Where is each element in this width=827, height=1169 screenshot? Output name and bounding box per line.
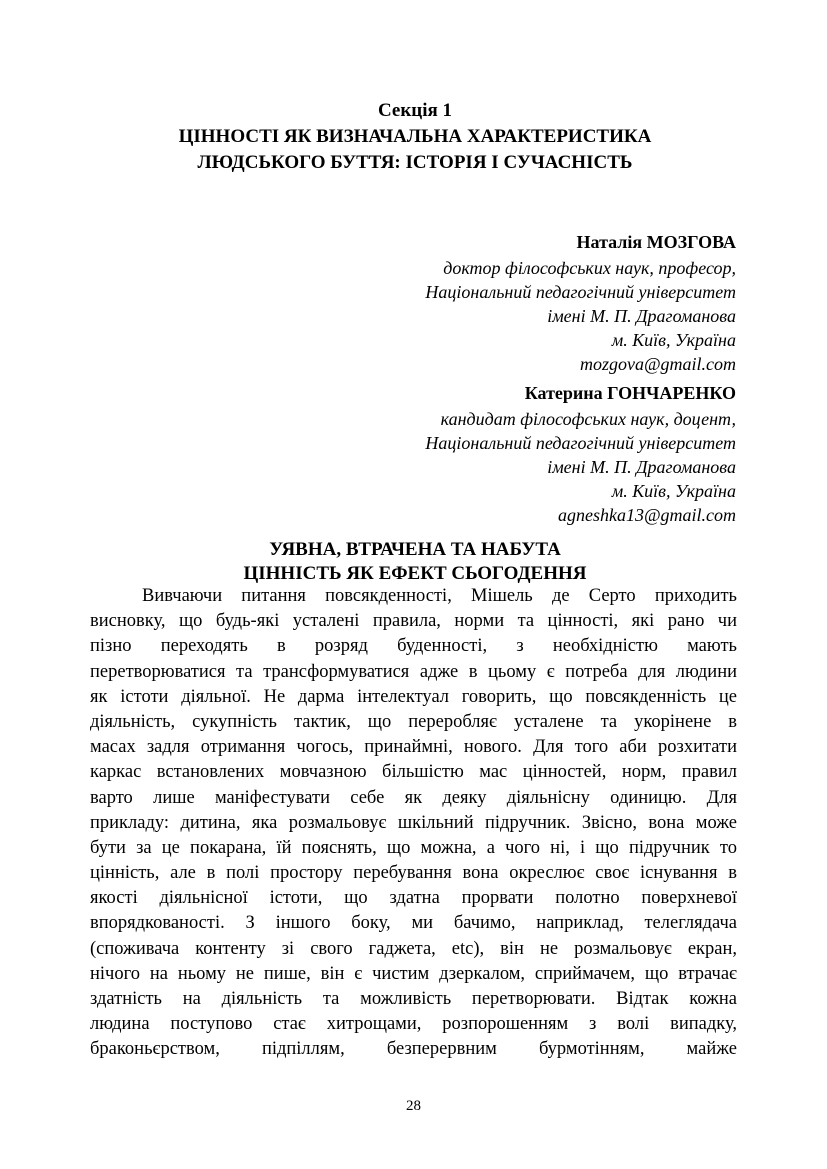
body-line: (споживача контенту зі свого гаджета, etc), він не розмальовує екран, [90,938,737,959]
section-title-line: ЦІННОСТІ ЯК ВИЗНАЧАЛЬНА ХАРАКТЕРИСТИКА [178,126,652,147]
article-title-line: УЯВНА, ВТРАЧЕНА ТА НАБУТА [269,539,561,560]
body-line: варто лише маніфестувати себе як деяку діяльнісну одиницю. Для [90,787,737,808]
body-line: нічого на ньому не пише, він є чистим дзеркалом, сприймачем, що втрачає [90,963,737,984]
section-title-line: ЛЮДСЬКОГО БУТТЯ: ІСТОРІЯ І СУЧАСНІСТЬ [197,152,633,173]
body-line: перетворюватися та трансформуватися адже в цьому є потреба для людини [90,661,737,682]
body-line: якості діяльнісної істоти, що здатна прорвати полотно поверхневої [90,888,737,909]
author-degree: доктор філософських наук, професор, [443,258,736,278]
author-affiliation: Національний педагогічний університет [425,282,736,302]
section-heading [90,98,740,176]
author-email: agneshka13@gmail.com [557,505,736,525]
author-affiliation: імені М. П. Драгоманова [547,306,736,326]
body-line: впорядкованості. З іншого боку, ми бачимо, наприклад, телеглядача [90,913,737,934]
body-line: людина поступово стає хитрощами, розпорошенням з волі випадку, [90,1014,737,1035]
author-block [425,230,736,376]
body-line: діяльність, сукупність тактик, що переробляє усталене та укорінене в [90,711,737,732]
body-line: масах задля отримання чогось, принаймні, нового. Для того аби розхитати [90,737,737,758]
body-line: висновку, що будь-які усталені правила, норми та цінності, які рано чи [90,611,737,632]
body-line: здатність на діяльність та можливість перетворювати. Відтак кожна [90,989,737,1009]
body-line: браконьєрством, підпіллям, безперервним бурмотінням, майже [90,1039,737,1060]
author-email: mozgova@gmail.com [579,354,736,374]
body-line: як істоти діяльної. Не дарма інтелектуал говорить, що повсякденність це [90,686,737,707]
author-location: м. Київ, Україна [611,481,736,501]
author-affiliation: Національний педагогічний університет [425,433,736,453]
body-line: пізно переходять в розряд буденності, з необхідністю мають [90,636,737,657]
body-line: цінність, але в полі простору перебування вона окреслює своє існування в [90,863,737,884]
body-line: прикладу: дитина, яка розмальовує шкільний підручник. Звісно, вона може [90,812,737,833]
section-label: Секція 1 [377,100,453,121]
article-body [90,584,737,1063]
body-line: каркас встановлених мовчазною більшістю мас цінностей, норм, правил [90,762,737,783]
author-block [425,381,736,527]
article-title [90,538,740,586]
author-name: Катерина ГОНЧАРЕНКО [524,383,736,403]
body-line: Вивчаючи питання повсякденності, Мішель де Серто приходить [142,586,737,606]
body-line: бути за це покарана, їй пояснять, що можна, а чого ні, і що підручник то [90,837,737,858]
author-name: Наталія МОЗГОВА [576,232,736,252]
author-location: м. Київ, Україна [611,330,736,350]
page-number: 28 [406,1098,421,1114]
author-affiliation: імені М. П. Драгоманова [547,457,736,477]
author-degree: кандидат філософських наук, доцент, [440,409,736,429]
article-title-line: ЦІННІСТЬ ЯК ЕФЕКТ СЬОГОДЕННЯ [243,563,587,584]
